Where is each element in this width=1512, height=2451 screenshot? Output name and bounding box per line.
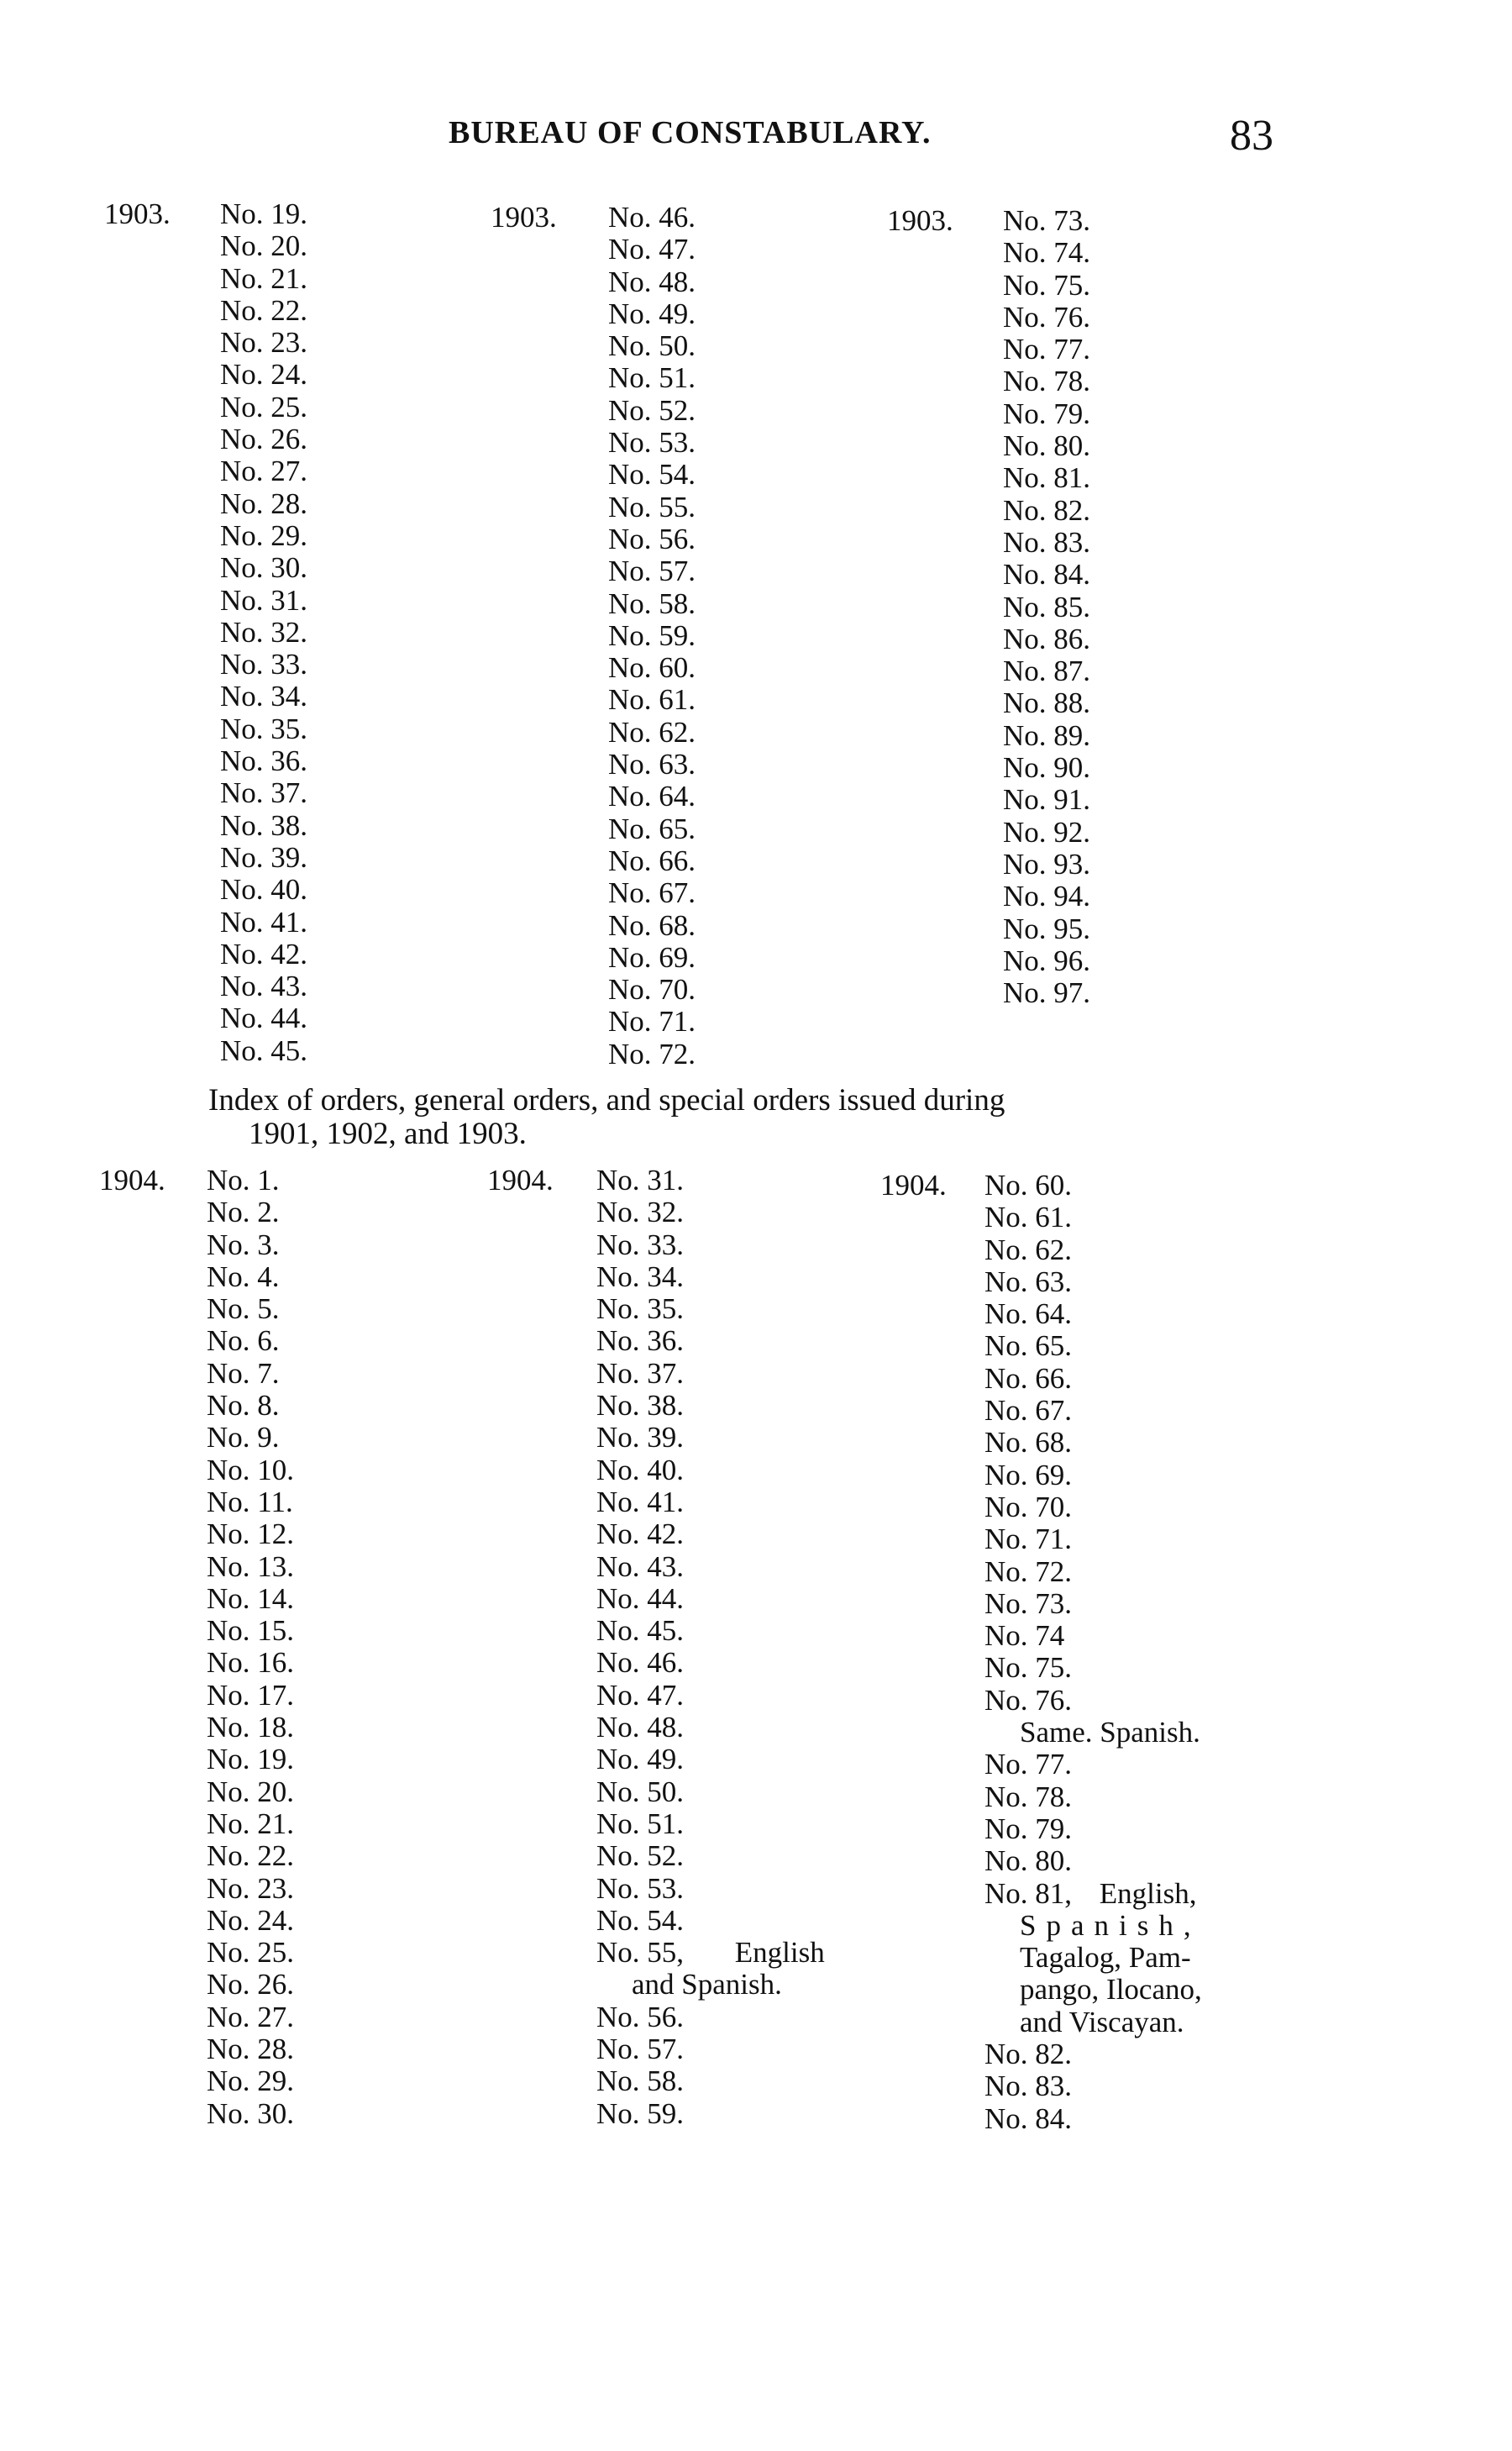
order-entry: No. 65. [984,1329,1073,1363]
order-entry: No. 41. [596,1485,685,1518]
order-entry: No. 27. [207,2000,295,2033]
order-entry: No. 87. [1003,655,1091,688]
order-entry: No. 77. [984,1748,1073,1781]
order-language-55: English [734,1936,825,1970]
order-entry: No. 24. [220,358,308,392]
order-entry: No. 29. [220,518,308,552]
order-entry: No. 24. [207,1903,295,1937]
order-entry: No. 84. [1003,558,1091,592]
order-entry: No. 20. [220,229,308,263]
order-list-1903-column-1 [220,198,307,1067]
order-entry: No. 26. [220,423,308,456]
order-entry: No. 31. [220,583,308,617]
order-entry: No. 22. [220,293,308,327]
order-entry: No. 44. [220,1002,308,1035]
page-title: BUREAU OF CONSTABULARY. [449,115,932,150]
order-entry: No. 1. [207,1164,280,1197]
order-entry: No. 21. [207,1807,295,1840]
index-note-line-1: Index of orders, general orders, and special orders issued during [208,1083,1005,1118]
order-entry: No. 47. [596,1678,685,1712]
order-entry: No. 3. [207,1228,280,1261]
order-entry: No. 8. [207,1389,280,1423]
order-entry: No. 35. [596,1292,685,1326]
order-entry: No. 79. [1003,397,1091,430]
order-entry: No. 45. [220,1034,308,1067]
order-language-81-3: Tagalog, Pam- [1020,1941,1191,1975]
order-entry: No. 96. [1003,944,1091,977]
order-entry-81 [984,1878,1287,1910]
order-entry: No. 22. [207,1839,295,1873]
order-list-1903-column-3 [1003,205,1090,1009]
order-language-81-2: Spanish, [1020,1908,1201,1942]
order-entry: No. 58. [608,586,696,620]
order-entry: No. 61. [608,683,696,717]
order-entry: No. 79. [984,1812,1073,1845]
order-entry: No. 28. [207,2033,295,2066]
order-entry: No. 68. [608,908,696,942]
order-list-1903-column-2 [608,202,696,1070]
order-entry: No. 66. [608,844,696,877]
year-1903-column-2: 1903. [491,201,557,234]
order-entry: No. 77. [1003,333,1091,366]
order-entry: No. 17. [207,1678,295,1712]
order-entry: No. 43. [596,1549,685,1583]
order-entry: No. 13. [207,1549,295,1583]
order-entry: No. 75. [984,1651,1073,1685]
order-entry: No. 41. [220,905,308,939]
order-entry: No. 25. [220,390,308,423]
order-entry: No. 50. [596,1775,685,1808]
order-entry: No. 80. [1003,429,1091,463]
order-entry: No. 9. [207,1421,280,1454]
order-entry: No. 14. [207,1581,295,1615]
order-entry: No. 71. [608,1005,696,1039]
order-entry: No. 40. [220,873,308,907]
order-entry: No. 42. [596,1517,685,1551]
order-entry: No. 59. [608,618,696,652]
order-entry: No. 42. [220,937,308,970]
order-entry: No. 34. [220,680,308,713]
order-entry: No. 76. [984,1683,1073,1717]
index-note [208,1084,1267,1151]
year-1903-column-3: 1903. [887,204,953,237]
order-entry: No. 23. [207,1871,295,1905]
order-entry: No. 46. [608,201,696,234]
order-entry: No. 35. [220,712,308,745]
order-entry: No. 12. [207,1517,295,1551]
order-entry: No. 82. [984,2038,1073,2071]
order-entry: No. 64. [608,780,696,813]
order-entry: No. 72. [608,1037,696,1070]
order-entry: No. 67. [984,1394,1073,1428]
order-entry: No. 86. [1003,622,1091,655]
order-entry: No. 28. [220,487,308,520]
order-entry: No. 26. [207,1968,295,2001]
order-entry: No. 31. [596,1164,685,1197]
order-language-55-continuation: and Spanish. [632,1968,782,2001]
order-entry: No. 46. [596,1646,685,1680]
order-entry: No. 34. [596,1260,685,1293]
order-entry: No. 85. [1003,590,1091,623]
order-number-55: No. 55, [596,1936,685,1970]
order-entry: No. 61. [984,1201,1073,1234]
order-entry: No. 62. [608,715,696,749]
order-entry: No. 63. [984,1265,1073,1298]
order-entry: No. 49. [596,1743,685,1776]
order-entry: No. 30. [220,551,308,585]
order-entry: No. 74. [1003,236,1091,270]
order-entry: No. 65. [608,812,696,845]
order-entry: No. 11. [207,1485,293,1518]
order-entry: No. 7. [207,1356,280,1390]
order-entry: No. 21. [220,261,308,295]
order-entry: No. 48. [608,265,696,298]
order-entry: No. 73. [984,1586,1073,1620]
order-entry: No. 38. [220,808,308,842]
order-entry: No. 82. [1003,493,1091,527]
order-entry: No. 49. [608,297,696,330]
order-list-1904-column-1 [207,1165,294,2130]
order-entry: No. 37. [220,776,308,810]
order-entry: No. 47. [608,233,696,266]
order-entry: No. 89. [1003,718,1091,752]
order-entry: No. 16. [207,1646,295,1680]
order-entry: No. 70. [608,973,696,1007]
order-entry: No. 50. [608,329,696,363]
order-entry: No. 38. [596,1389,685,1423]
order-entry: No. 58. [596,2064,685,2098]
order-entry: No. 73. [1003,204,1091,237]
order-entry: No. 67. [608,876,696,910]
order-entry: No. 74 [984,1619,1065,1653]
order-entry: No. 18. [207,1711,295,1744]
order-entry: No. 83. [1003,525,1091,559]
order-entry: No. 52. [608,393,696,427]
order-entry: No. 23. [220,326,308,360]
order-entry: No. 69. [608,940,696,974]
order-entry: No. 81. [1003,461,1091,495]
order-entry: No. 88. [1003,686,1091,720]
order-entry: No. 29. [207,2064,295,2098]
order-entry: No. 39. [596,1421,685,1454]
year-1904-column-1: 1904. [99,1164,165,1197]
order-entry: No. 25. [207,1936,295,1970]
order-list-1904-column-2 [596,1165,899,2130]
order-entry: No. 63. [608,748,696,781]
order-entry: No. 66. [984,1361,1073,1395]
order-entry: No. 80. [984,1844,1073,1878]
order-entry: No. 27. [220,455,308,488]
order-entry: No. 5. [207,1292,280,1326]
order-entry: No. 51. [608,361,696,395]
order-entry: No. 33. [220,648,308,681]
order-entry: No. 19. [207,1743,295,1776]
order-entry: No. 20. [207,1775,295,1808]
order-entry: No. 83. [984,2070,1073,2103]
order-entry: No. 6. [207,1324,280,1358]
same-spanish-note: Same. Spanish. [1020,1716,1200,1749]
order-entry: No. 37. [596,1356,685,1390]
order-entry: No. 93. [1003,847,1091,881]
year-1904-column-2: 1904. [487,1164,554,1197]
order-language-81-1: English, [1099,1876,1197,1910]
order-entry: No. 75. [1003,268,1091,302]
order-entry: No. 95. [1003,912,1091,945]
order-entry: No. 59. [596,2096,685,2130]
order-number-81: No. 81, [984,1876,1073,1910]
year-1904-column-3: 1904. [880,1169,947,1202]
order-entry: No. 55. [608,490,696,523]
order-entry: No. 97. [1003,976,1091,1010]
order-entry: No. 53. [608,426,696,460]
order-entry: No. 44. [596,1581,685,1615]
order-entry: No. 62. [984,1233,1073,1266]
order-entry: No. 45. [596,1614,685,1648]
page-number: 83 [1230,112,1273,160]
order-entry: No. 30. [207,2096,295,2130]
order-entry: No. 43. [220,970,308,1003]
order-entry: No. 52. [596,1839,685,1873]
order-entry: No. 10. [207,1453,295,1486]
order-entry: No. 64. [984,1297,1073,1331]
year-1903-column-1: 1903. [104,197,171,230]
order-entry: No. 19. [220,197,308,230]
order-entry: No. 94. [1003,880,1091,913]
order-entry: No. 69. [984,1458,1073,1491]
order-entry: No. 76. [1003,300,1091,334]
order-entry: No. 36. [220,744,308,778]
order-entry: No. 51. [596,1807,685,1840]
order-entry: No. 92. [1003,815,1091,849]
order-entry: No. 4. [207,1260,280,1293]
order-entry: No. 15. [207,1614,295,1648]
order-entry: No. 72. [984,1554,1073,1588]
order-entry: No. 68. [984,1426,1073,1460]
order-entry: No. 2. [207,1196,280,1229]
order-entry: No. 57. [596,2033,685,2066]
order-entry: No. 53. [596,1871,685,1905]
order-entry: No. 84. [984,2101,1073,2135]
order-entry-55 [596,1937,899,1969]
order-entry: No. 60. [984,1169,1073,1202]
order-entry: No. 91. [1003,783,1091,817]
order-entry: No. 78. [1003,365,1091,398]
order-language-81-5: and Viscayan. [1020,2005,1184,2038]
order-entry: No. 54. [608,458,696,492]
order-entry: No. 54. [596,1903,685,1937]
order-entry: No. 39. [220,840,308,874]
order-entry: No. 70. [984,1490,1073,1523]
order-entry: No. 57. [608,555,696,588]
order-entry: No. 36. [596,1324,685,1358]
order-list-1904-column-3 [984,1170,1287,2135]
order-entry: No. 71. [984,1523,1073,1556]
order-entry: No. 60. [608,651,696,685]
order-language-81-4: pango, Ilocano, [1020,1973,1202,2007]
index-note-line-2: 1901, 1902, and 1903. [249,1117,527,1151]
order-entry: No. 32. [220,615,308,649]
order-entry: No. 32. [596,1196,685,1229]
order-entry: No. 78. [984,1780,1073,1813]
order-entry: No. 48. [596,1711,685,1744]
order-entry: No. 33. [596,1228,685,1261]
order-entry: No. 40. [596,1453,685,1486]
order-entry: No. 90. [1003,751,1091,785]
order-entry: No. 56. [608,522,696,555]
order-entry: No. 56. [596,2000,685,2033]
